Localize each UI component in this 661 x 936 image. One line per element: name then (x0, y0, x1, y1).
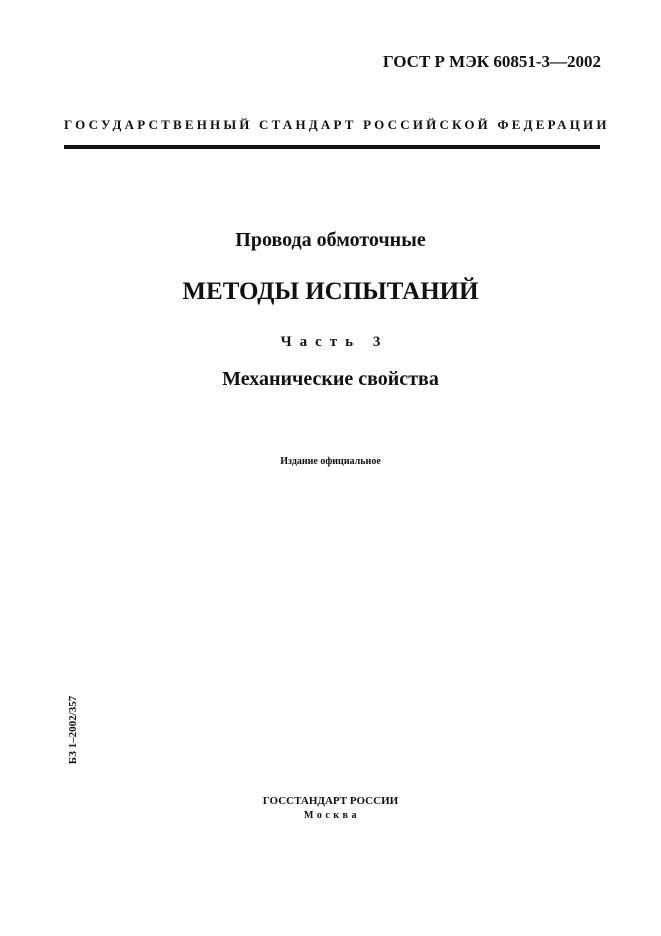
state-standard-heading: ГОСУДАРСТВЕННЫЙ СТАНДАРТ РОССИЙСКОЙ ФЕДЕРАЦИИ (64, 117, 610, 132)
title-line-1: Провода обмоточные (235, 229, 426, 251)
side-stamp: БЗ 1–2002/357 (67, 695, 79, 765)
part-number: Часть 3 (280, 334, 389, 350)
edition-label: Издание официальное (280, 456, 381, 467)
title-line-2: МЕТОДЫ ИСПЫТАНИЙ (182, 278, 479, 305)
header-divider (64, 145, 600, 149)
publisher: ГОССТАНДАРТ РОССИИ (262, 795, 399, 807)
document-code: ГОСТ Р МЭК 60851-3—2002 (382, 52, 601, 71)
publication-city: Москва (304, 810, 360, 821)
title-line-3: Механические свойства (222, 368, 439, 390)
